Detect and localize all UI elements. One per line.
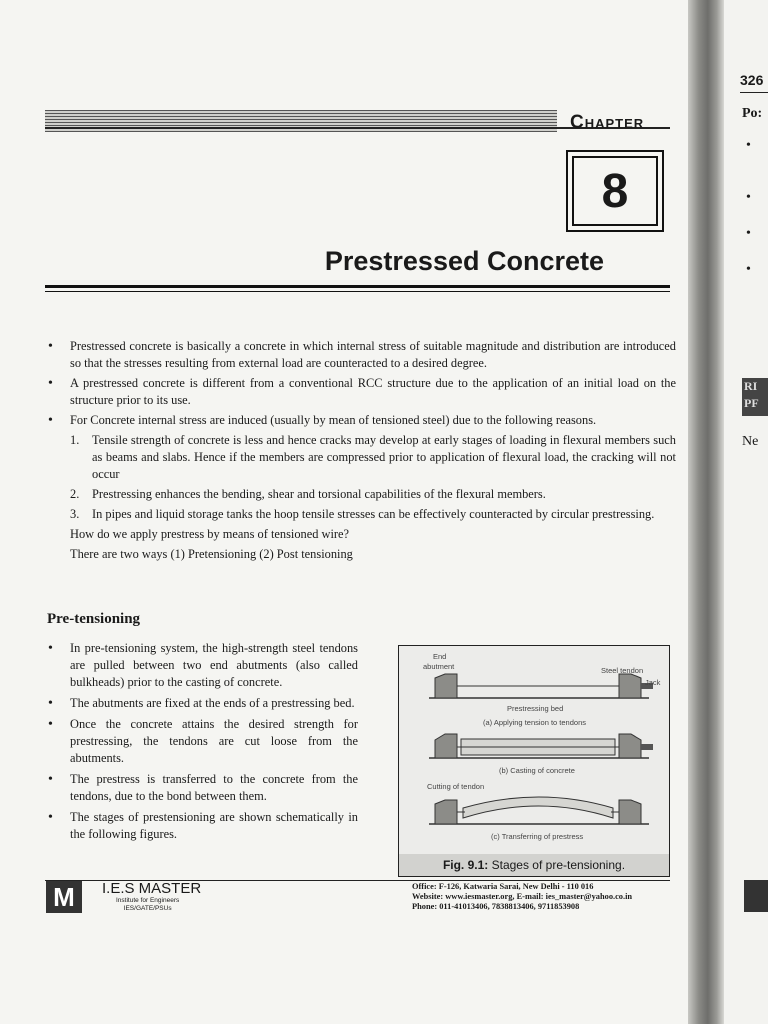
- footer-phone: Phone: 011-41013406, 7838813406, 9711853908: [412, 902, 580, 911]
- caption-b: (b) Casting of concrete: [499, 766, 575, 775]
- reason-item: [48, 506, 676, 523]
- right-page-heading: Po:: [742, 106, 763, 121]
- caption-a: (a) Applying tension to tendons: [483, 718, 586, 727]
- pretensioning-bullet: • The abutments are fixed at the ends of a prestressing bed.: [48, 695, 358, 712]
- right-page-logo-icon: [744, 880, 768, 912]
- footer-brand-sub2: IES/GATE/PSUs: [123, 905, 172, 912]
- footer-office: Office: F-126, Katwaria Sarai, New Delhi - 110 016: [412, 882, 594, 891]
- reason-number: 1.: [70, 433, 80, 447]
- pretensioning-list: [48, 640, 358, 847]
- reason-number: 2.: [70, 487, 80, 501]
- intro-bullet: • A prestressed concrete is different from a conventional RCC structure due to the application of an initial load on the structure prior to its use.: [48, 375, 676, 409]
- intro-bullet: • For Concrete internal stress are induced (usually by mean of tensioned steel) due to the following reasons.: [48, 412, 676, 429]
- figure-caption-number: Fig. 9.1:: [442, 858, 489, 872]
- pretensioning-diagram: [399, 646, 669, 856]
- reason-text: In pipes and liquid storage tanks the hoop tensile stresses can be effectively counteracted by circular prestressing.: [92, 507, 655, 521]
- reason-item: [48, 432, 676, 483]
- chapter-number: 8: [572, 156, 658, 226]
- footer-brand-subtitle: [116, 897, 179, 913]
- chapter-number-box: [566, 150, 664, 232]
- caption-c: (c) Transferring of prestress: [491, 832, 584, 841]
- pretensioning-figure: [398, 645, 670, 877]
- reason-number: 3.: [70, 507, 80, 521]
- footer-contact: [412, 882, 632, 912]
- pretensioning-bullet: • Once the concrete attains the desired strength for prestressing, the tendons are cut loose from the abutments.: [48, 716, 358, 767]
- right-page-bullet: •: [746, 226, 751, 241]
- pretensioning-bullet: • In pre-tensioning system, the high-strength steel tendons are pulled between two end abutments (also called bulkheads) prior to the casting of concrete.: [48, 640, 358, 691]
- label-prestressing-bed: Prestressing bed: [507, 704, 564, 713]
- section-heading: Pre-tensioning: [47, 611, 141, 627]
- right-page-text: Ne: [742, 434, 759, 449]
- right-page-bullet: •: [746, 138, 751, 153]
- reason-text: Tensile strength of concrete is less and hence cracks may develop at early stages of loading in flexural members such as beams and slabs. Hence if the members are compressed prior to application of flexural load, the cracking will not occur: [92, 433, 676, 481]
- label-end: End: [433, 652, 447, 661]
- pretensioning-bullet: • The stages of prestensioning are shown schematically in the following figures.: [48, 809, 358, 843]
- label-jack: Jack: [645, 678, 661, 687]
- pretensioning-bullet: • The prestress is transferred to the concrete from the tendons, due to the bond between them.: [48, 771, 358, 805]
- stage-c-drawing: [429, 797, 649, 824]
- stage-a-drawing: [429, 674, 653, 698]
- right-page-block: RI PF: [742, 378, 768, 416]
- stage-b-drawing: [429, 734, 653, 758]
- figure-caption: [399, 854, 669, 876]
- title-rule-thin: [45, 291, 670, 292]
- footer-brand-sub1: Institute for Engineers: [116, 897, 180, 904]
- label-cutting: Cutting of tendon: [427, 782, 485, 791]
- right-page-number: 326: [740, 72, 764, 88]
- right-page-bullet: •: [746, 262, 751, 277]
- right-page-edge: [724, 0, 768, 1024]
- reason-item: [48, 486, 676, 503]
- book-gutter: [688, 0, 724, 1024]
- right-page-bullet: •: [746, 190, 751, 205]
- ies-logo-icon: M: [46, 881, 82, 913]
- footer-website: Website: www.iesmaster.org, E-mail: ies_master@yahoo.co.in: [412, 892, 633, 901]
- title-rule-thick: [45, 285, 670, 288]
- label-abutment: abutment: [423, 662, 455, 671]
- intro-bullet: • Prestressed concrete is basically a concrete in which internal stress of suitable magnitude and distribution are introduced so that the stresses resulting from external load are counteracted to a desired degree.: [48, 338, 676, 372]
- reason-text: Prestressing enhances the bending, shear and torsional capabilities of the flexural members.: [92, 487, 546, 501]
- intro-content: [48, 338, 676, 566]
- figure-caption-text: Stages of pre-tensioning.: [488, 858, 626, 872]
- ways-text: There are two ways (1) Pretensioning (2) Post tensioning: [70, 547, 353, 561]
- chapter-label: Chapter: [570, 112, 645, 133]
- footer-brand-name: I.E.S MASTER: [102, 880, 202, 897]
- label-steel-tendon: Steel tendon: [601, 666, 644, 675]
- right-page-rule: [740, 92, 768, 93]
- question-text: How do we apply prestress by means of tensioned wire?: [70, 527, 350, 541]
- chapter-title: Prestressed Concrete: [324, 246, 604, 276]
